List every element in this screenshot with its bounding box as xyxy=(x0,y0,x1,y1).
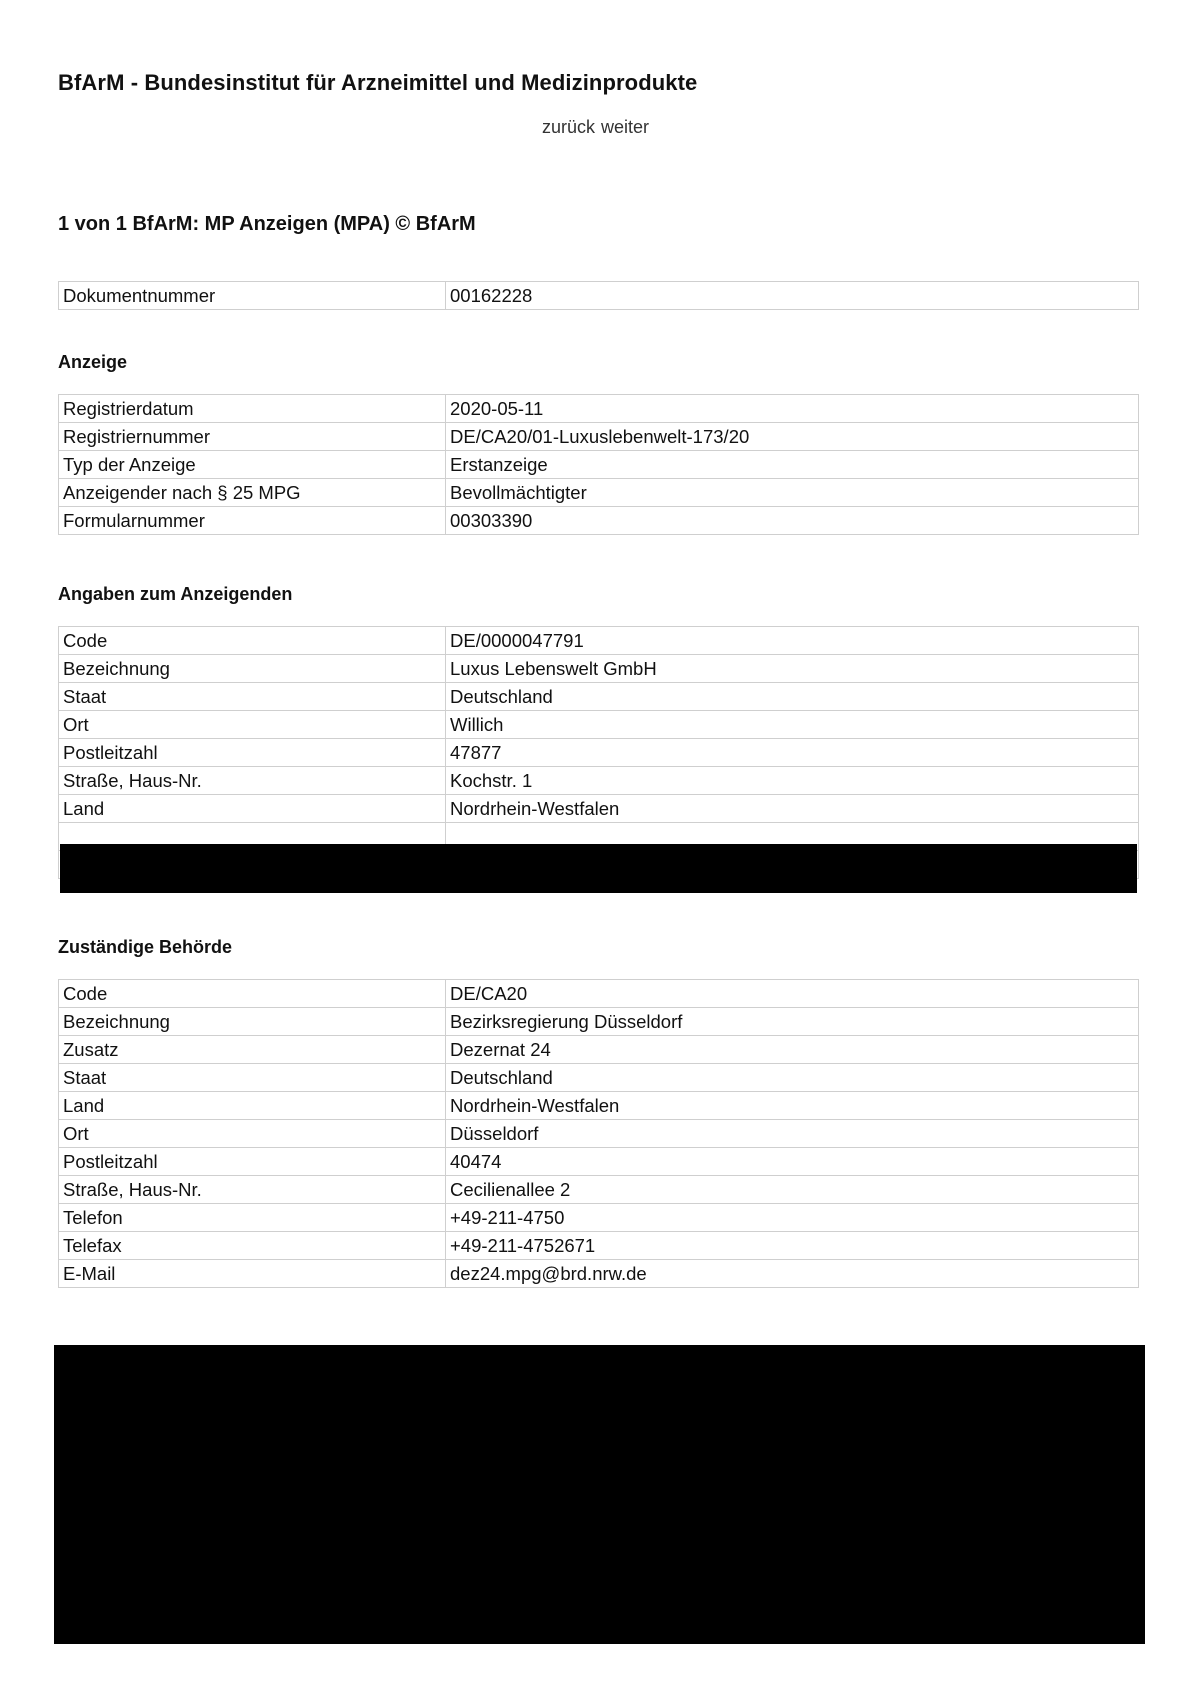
field-value: Kochstr. 1 xyxy=(446,767,1139,795)
field-value: dez24.mpg@brd.nrw.de xyxy=(446,1260,1139,1288)
field-value: Nordrhein-Westfalen xyxy=(446,1092,1139,1120)
field-value: Bevollmächtigter xyxy=(446,479,1139,507)
field-value: +49-211-4752671 xyxy=(446,1232,1139,1260)
field-value: DE/CA20/01-Luxuslebenwelt-173/20 xyxy=(446,423,1139,451)
field-label: Postleitzahl xyxy=(59,739,446,767)
field-label: Staat xyxy=(59,683,446,711)
field-value: Luxus Lebenswelt GmbH xyxy=(446,655,1139,683)
field-label: Telefon xyxy=(59,1204,446,1232)
next-link[interactable]: weiter xyxy=(601,117,650,137)
field-label: Typ der Anzeige xyxy=(59,451,446,479)
field-label: Postleitzahl xyxy=(59,1148,446,1176)
field-label: Registriernummer xyxy=(59,423,446,451)
field-value: Dezernat 24 xyxy=(446,1036,1139,1064)
anzeige-table xyxy=(58,394,1139,535)
anzeigender-table xyxy=(58,626,1139,879)
table-row xyxy=(59,711,1139,739)
field-label: Ort xyxy=(59,711,446,739)
table-row xyxy=(59,795,1139,823)
table-row xyxy=(59,423,1139,451)
table-row xyxy=(59,980,1139,1008)
field-value: Willich xyxy=(446,711,1139,739)
field-label: Anzeigender nach § 25 MPG xyxy=(59,479,446,507)
field-label: Telefax xyxy=(59,1232,446,1260)
field-value: +49-211-4750 xyxy=(446,1204,1139,1232)
table-row xyxy=(59,767,1139,795)
field-value: 00303390 xyxy=(446,507,1139,535)
field-label: Dokumentnummer xyxy=(59,282,446,310)
field-label: Land xyxy=(59,795,446,823)
table-row xyxy=(59,451,1139,479)
behoerde-table xyxy=(58,979,1139,1288)
table-row xyxy=(59,1232,1139,1260)
table-row xyxy=(59,479,1139,507)
field-value: 40474 xyxy=(446,1148,1139,1176)
table-row xyxy=(59,395,1139,423)
field-label: Straße, Haus-Nr. xyxy=(59,767,446,795)
redaction-block xyxy=(60,844,1137,893)
document-table xyxy=(58,281,1139,310)
field-label: Registrierdatum xyxy=(59,395,446,423)
table-row xyxy=(59,627,1139,655)
field-value: DE/0000047791 xyxy=(446,627,1139,655)
redaction-block-large xyxy=(54,1345,1145,1644)
field-value: Deutschland xyxy=(446,683,1139,711)
table-row xyxy=(59,683,1139,711)
table-row xyxy=(59,282,1139,310)
table-row xyxy=(59,655,1139,683)
field-label: Ort xyxy=(59,1120,446,1148)
table-row xyxy=(59,1064,1139,1092)
table-row xyxy=(59,507,1139,535)
section-heading-behoerde: Zuständige Behörde xyxy=(58,937,233,957)
field-label: Code xyxy=(59,627,446,655)
table-row xyxy=(59,1176,1139,1204)
field-label: Staat xyxy=(59,1064,446,1092)
field-value: Bezirksregierung Düsseldorf xyxy=(446,1008,1139,1036)
site-title: BfArM - Bundesinstitut für Arzneimittel und Medizinprodukte xyxy=(58,70,698,95)
field-label: E-Mail xyxy=(59,1260,446,1288)
table-row xyxy=(59,1008,1139,1036)
result-title: 1 von 1 BfArM: MP Anzeigen (MPA) © BfArM xyxy=(58,213,476,235)
table-row xyxy=(59,1120,1139,1148)
field-value: 2020-05-11 xyxy=(446,395,1139,423)
field-label: Land xyxy=(59,1092,446,1120)
section-heading-anzeigender: Angaben zum Anzeigenden xyxy=(58,584,293,604)
field-label: Bezeichnung xyxy=(59,1008,446,1036)
field-value: Nordrhein-Westfalen xyxy=(446,795,1139,823)
field-label: Zusatz xyxy=(59,1036,446,1064)
field-value: Deutschland xyxy=(446,1064,1139,1092)
table-row xyxy=(59,1204,1139,1232)
field-label: Code xyxy=(59,980,446,1008)
field-label: Formularnummer xyxy=(59,507,446,535)
field-value: Erstanzeige xyxy=(446,451,1139,479)
table-row xyxy=(59,739,1139,767)
field-value: 47877 xyxy=(446,739,1139,767)
table-row xyxy=(59,1092,1139,1120)
field-value: Düsseldorf xyxy=(446,1120,1139,1148)
back-link[interactable]: zurück xyxy=(542,117,596,137)
table-row xyxy=(59,1260,1139,1288)
field-label: Bezeichnung xyxy=(59,655,446,683)
field-value: DE/CA20 xyxy=(446,980,1139,1008)
table-row xyxy=(59,1148,1139,1176)
field-value: Cecilienallee 2 xyxy=(446,1176,1139,1204)
section-heading-anzeige: Anzeige xyxy=(58,352,128,372)
field-label: Straße, Haus-Nr. xyxy=(59,1176,446,1204)
field-value: 00162228 xyxy=(446,282,1139,310)
table-row xyxy=(59,1036,1139,1064)
pager-nav xyxy=(542,117,649,138)
